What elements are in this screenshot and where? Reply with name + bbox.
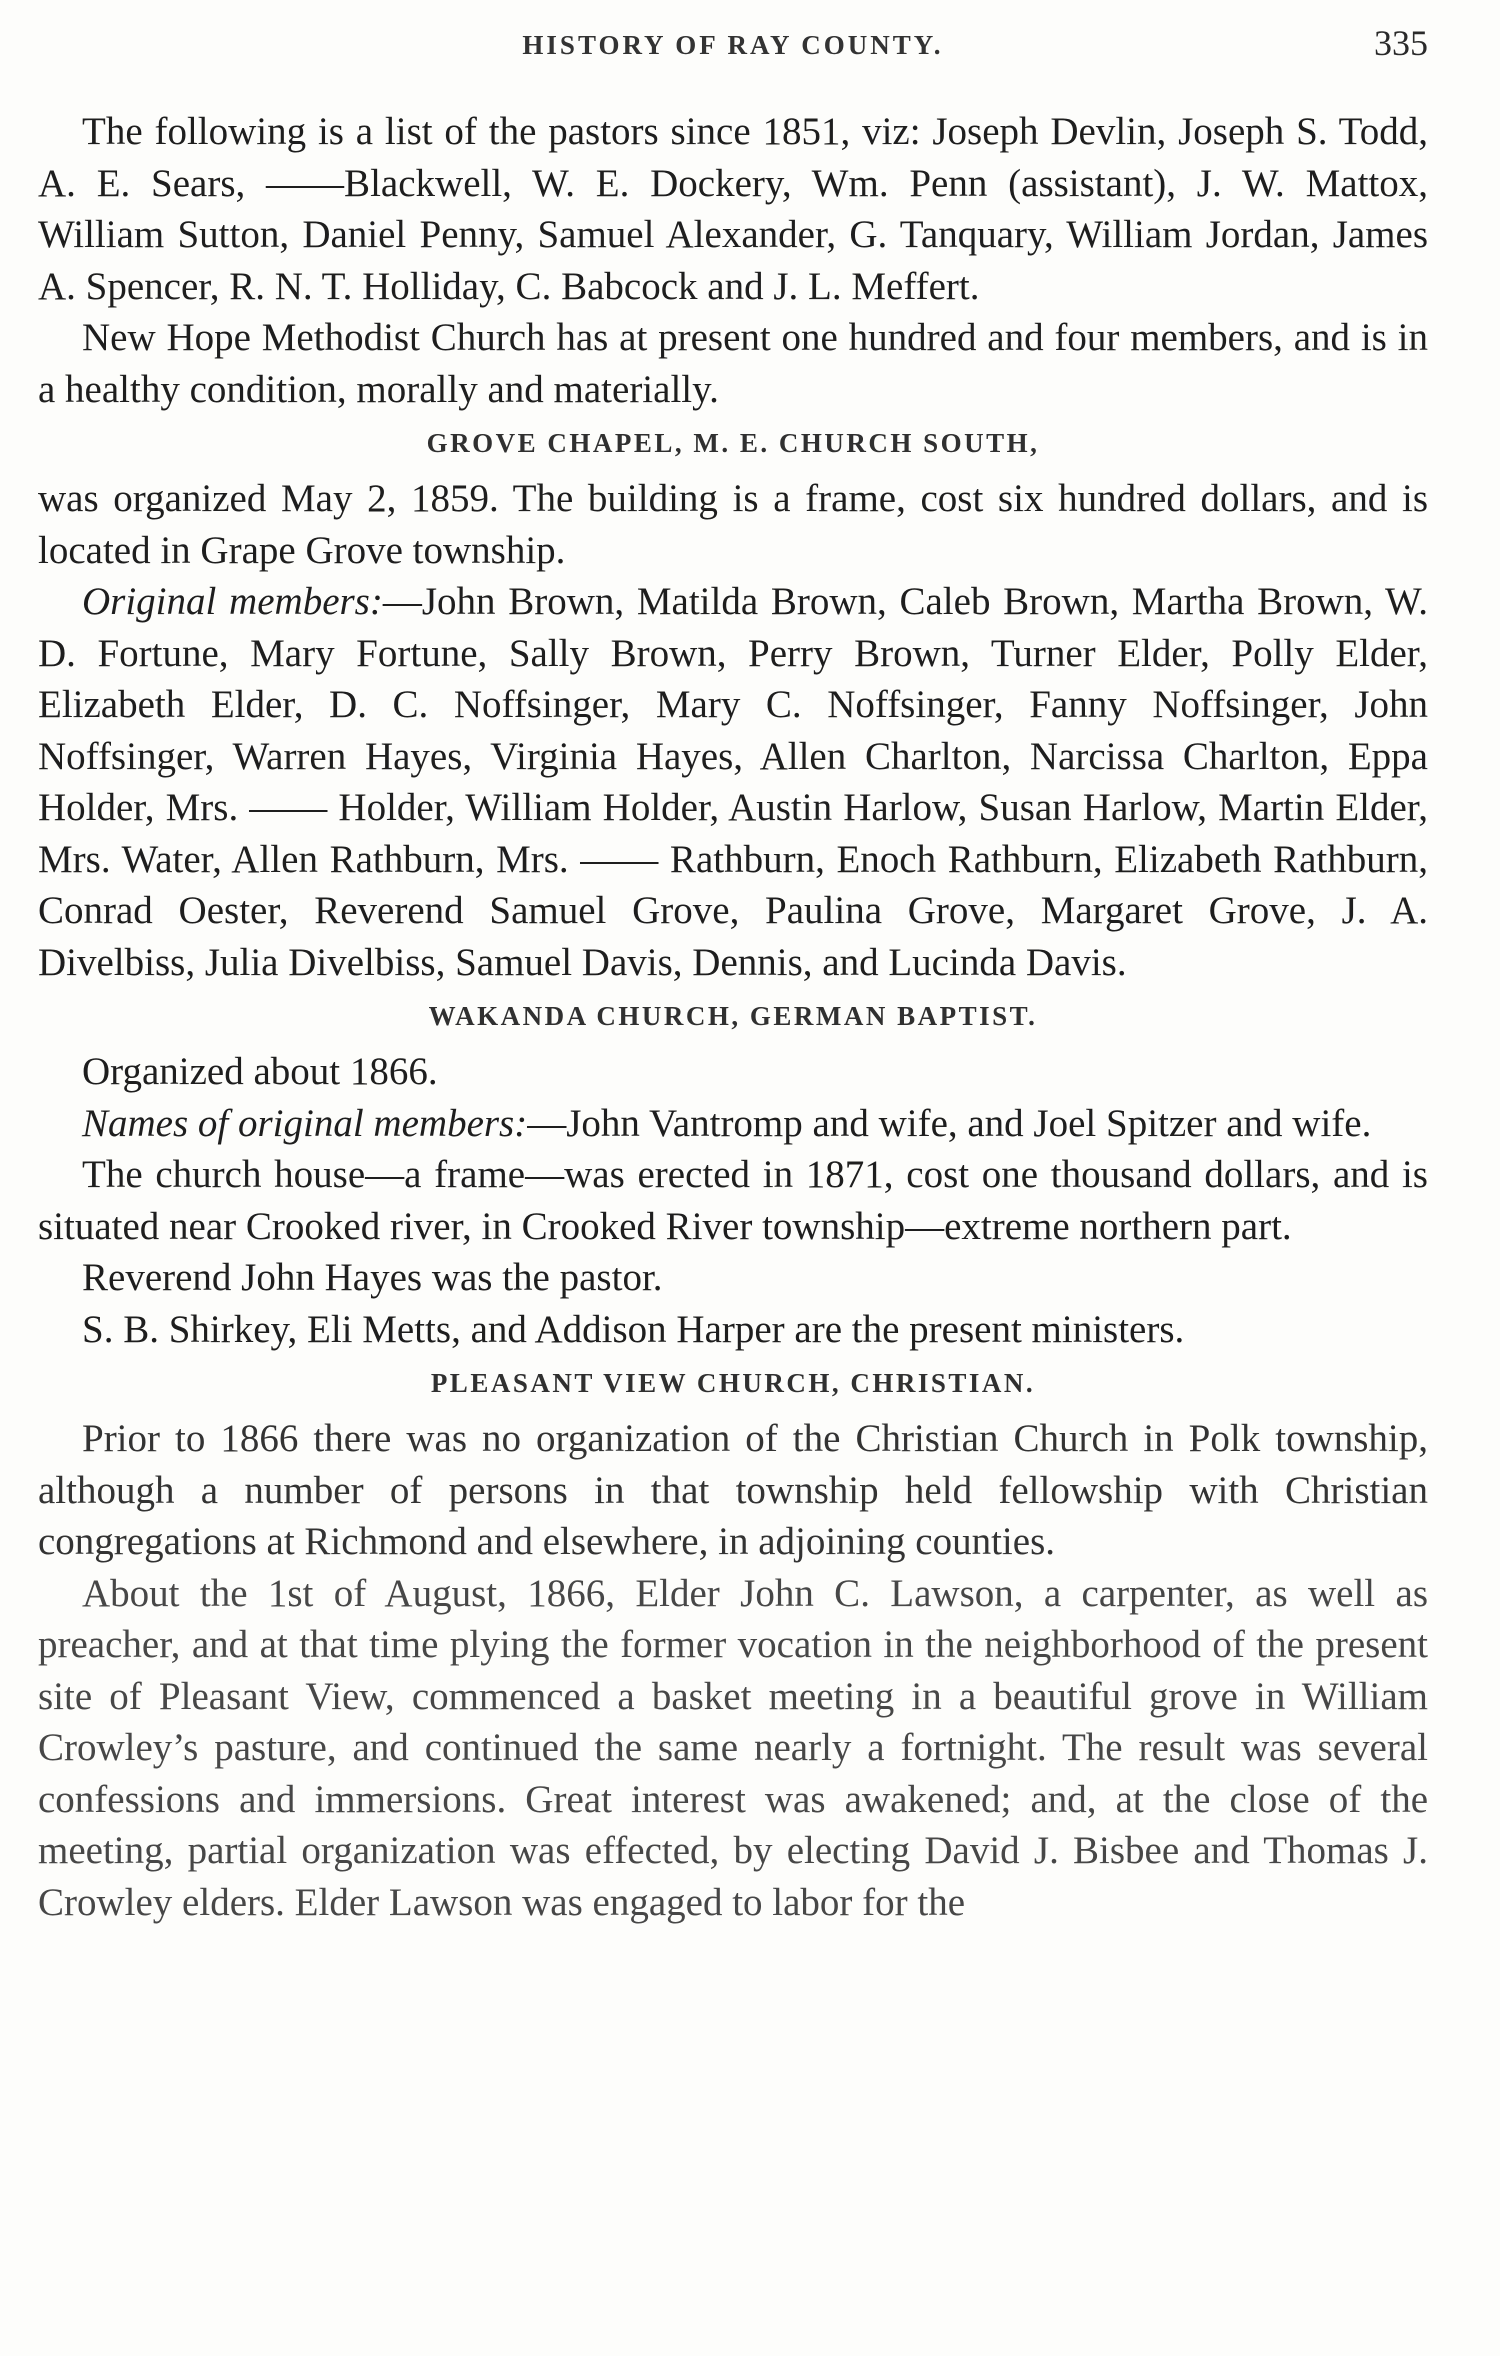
- body-text: [38, 106, 1428, 1928]
- heading-wakanda: WAKANDA CHURCH, GERMAN BAPTIST.: [428, 1001, 1038, 1031]
- paragraph-grove-organized: was organized May 2, 1859. The building is a frame, cost six hundred dollars, and is located in Grape Grove township.: [38, 477, 1428, 572]
- paragraph-new-hope: New Hope Methodist Church has at present one hundred and four members, and is in a healthy condition, morally and materially.: [38, 316, 1428, 411]
- paragraph-prior-1866: Prior to 1866 there was no organization of the Christian Church in Polk township, although a number of persons in that township held fellowship with Christian congregations at Richmond and elsewhere, in adjoining counties.: [38, 1417, 1428, 1563]
- page-number: 335: [1374, 23, 1428, 63]
- paragraph-ministers: S. B. Shirkey, Eli Metts, and Addison Harper are the present ministers.: [82, 1307, 1185, 1351]
- paragraph-pastors: The following is a list of the pastors since 1851, viz: Joseph Devlin, Joseph S. Todd, A. E. Sears, ——Blackwell, W. E. Dockery, Wm. Penn (assistant), J. W. Mattox, William Sutton, Daniel Penny, Samuel Alexander, G. Tanquary, William Jordan, James A. Spencer, R. N. T. Holliday, C. Babcock and J. L. Meffert.: [38, 110, 1428, 308]
- heading-grove-chapel: GROVE CHAPEL, M. E. CHURCH SOUTH,: [426, 428, 1040, 458]
- paragraph-church-house: The church house—a frame—was erected in 1871, cost one thousand dollars, and is situated near Crooked river, in Crooked River township—extreme northern part.: [38, 1153, 1428, 1248]
- members-list: —John Brown, Matilda Brown, Caleb Brown, Martha Brown, W. D. Fortune, Mary Fortune, Sally Brown, Perry Brown, Turner Elder, Polly Elder, Elizabeth Elder, D. C. Noffsinger, Mary C. Noffsinger, Fanny Noffsinger, John Noffsinger, Warren Hayes, Virginia Hayes, Allen Charlton, Narcissa Charlton, Eppa Holder, Mrs. —— Holder, William Holder, Austin Harlow, Susan Harlow, Martin Elder, Mrs. Water, Allen Rathburn, Mrs. —— Rathburn, Enoch Rathburn, Elizabeth Rathburn, Conrad Oester, Reverend Samuel Grove, Paulina Grove, Margaret Grove, J. A. Divelbiss, Julia Divelbiss, Samuel Davis, Dennis, and Lucinda Davis.: [38, 580, 1429, 984]
- paragraph-august-1866: About the 1st of August, 1866, Elder John C. Lawson, a carpenter, as well as preacher, and at that time plying the former vocation in the neighborhood of the present site of Pleasant View, commenced a basket meeting in a beautiful grove in William Crowley’s pasture, and continued the same nearly a fortnight. The result was several confessions and immersions. Great interest was awakened; and, at the close of the meeting, partial organization was effected, by electing David J. Bisbee and Thomas J. Crowley elders. Elder Lawson was engaged to labor for the: [38, 1571, 1428, 1924]
- wakanda-members-lead: Names of original members:: [82, 1101, 528, 1145]
- wakanda-members-list: —John Vantromp and wife, and Joel Spitzer and wife.: [527, 1101, 1372, 1145]
- heading-pleasant-view: PLEASANT VIEW CHURCH, CHRISTIAN.: [430, 1368, 1036, 1398]
- paragraph-wakanda-organized: Organized about 1866.: [82, 1050, 438, 1093]
- running-header: [38, 22, 1428, 72]
- running-title: HISTORY OF RAY COUNTY.: [522, 30, 944, 60]
- paragraph-pastor: Reverend John Hayes was the pastor.: [82, 1256, 663, 1299]
- members-lead: Original members:: [82, 580, 383, 623]
- paragraph-wakanda-members: [38, 1098, 1428, 1150]
- paragraph-grove-members: [38, 576, 1428, 988]
